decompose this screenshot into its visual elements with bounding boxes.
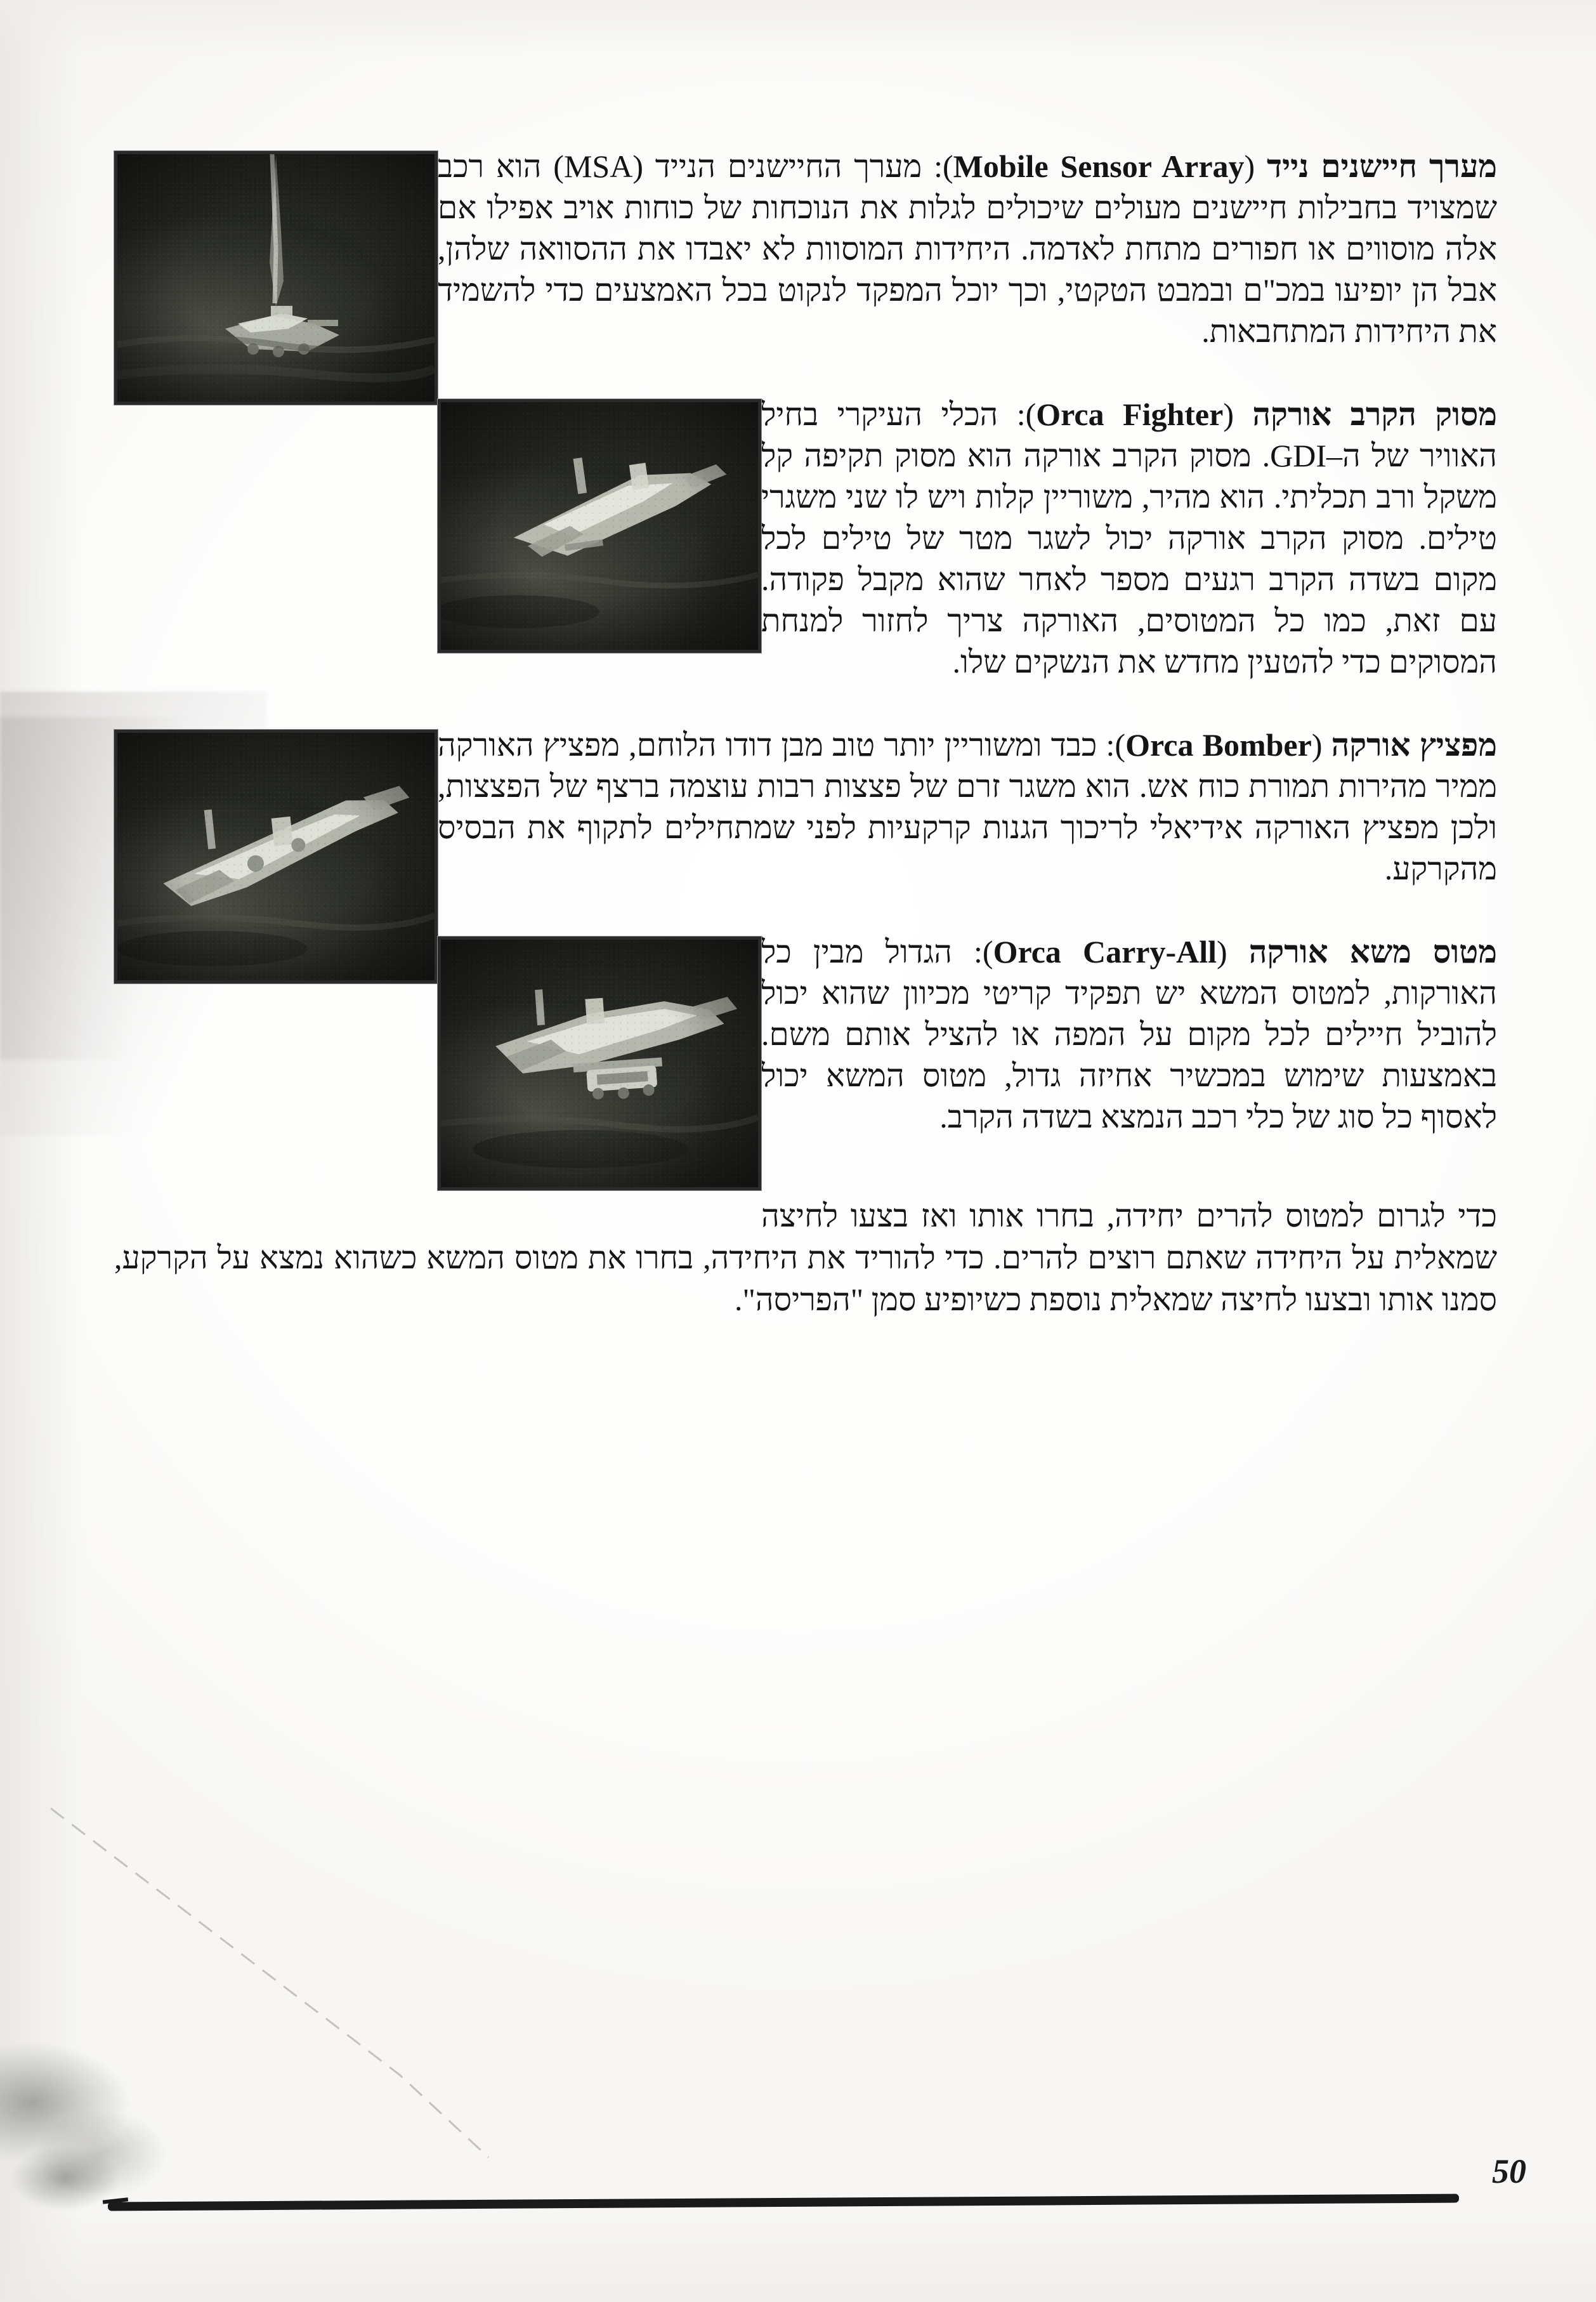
page-edge-shadow-left xyxy=(0,0,82,2302)
entry-term-en: Orca Fighter xyxy=(1036,397,1224,432)
entry-term-en: Orca Carry-All xyxy=(993,934,1217,970)
footer-divider-rule xyxy=(108,2193,1459,2211)
screenshot-orca-carry-all xyxy=(438,937,761,1190)
entry-orca-bomber xyxy=(114,725,1497,890)
entry-term-he: מסוק הקרב אורקה xyxy=(1252,397,1497,432)
entry-orca-carry-all xyxy=(114,931,1497,1138)
screenshot-orca-fighter xyxy=(438,399,761,653)
screenshot-mobile-sensor-array xyxy=(114,151,438,405)
entry-body: הגדול מבין כל האורקות, למטוס המשא יש תפקיד קריטי מכיוון שהוא יכול להוביל חיילים לכל מקום על המפה או להציל אותם משם. באמצעות שימוש במכשיר אחיזה גדול, מטוס המשא יכול לאסוף כל סוג של כלי רכב הנמצא בשדה הקרב. xyxy=(761,934,1497,1135)
entry-body: מערך החיישנים הנייד (MSA) הוא רכב שמצויד בחבילות חיישנים מעולים שיכולים לגלות את הנוכחות של כוחות אויב אפילו אם אלה מוסווים או חפורים מתחת לאדמה. היחידות המוסוות לא יאבדו את ההסוואה שלהן, אבל הן יופיעו במכ"ם ובמבט הטקטי, וכך יוכל המפקד לנקוט בכל האמצעים כדי להשמיד את היחידות המתחבאות. xyxy=(438,148,1497,349)
page-content xyxy=(114,146,1497,1320)
entry-paragraph: מערך חיישנים נייד (Mobile Sensor Array): מערך החיישנים הנייד (MSA) הוא רכב שמצויד בחבילות חיישנים מעולים שיכולים לגלות את הנוכחות של כוחות אויב אפילו אם אלה מוסווים או חפורים מתחת לאדמה. היחידות המוסוות לא יאבדו את ההסוואה שלהן, אבל הן יופיעו במכ"ם ובמבט הטקטי, וכך יוכל המפקד לנקוט בכל האמצעים כדי להשמיד את היחידות המתחבאות. xyxy=(438,148,1498,349)
entry-body: כבד ומשוריין יותר טוב מבן דודו הלוחם, מפציץ האורקה ממיר מהירות תמורת כוח אש. הוא משגר זרם של פצצות רבות עוצמה ברצף של הפצצות, ולכן מפציץ האורקה אידיאלי לריכוך הגנות קרקעיות לפני שמתחילים לתקוף את הבסיס מהקרקע. xyxy=(438,727,1497,886)
entry-paragraph: מטוס משא אורקה (Orca Carry-All): הגדול מבין כל האורקות, למטוס המשא יש תפקיד קריטי מכיוון שהוא יכול להוביל חיילים לכל מקום על המפה או להציל אותם משם. באמצעות שימוש במכשיר אחיזה גדול, מטוס המשא יכול לאסוף כל סוג של כלי רכב הנמצא בשדה הקרב. xyxy=(761,934,1497,1135)
entry-orca-fighter xyxy=(114,394,1497,683)
entry-body: הכלי העיקרי בחיל האוויר של ה–GDI. מסוק הקרב אורקה הוא מסוק תקיפה קל משקל ורב תכליתי. הוא מהיר, משוריין קלות ויש לו שני משגרי טילים. מסוק הקרב אורקה יכול לשגר מטר של טילים לכל מקום בשדה הקרב רגעים מספר לאחר שהוא מקבל פקודה. עם זאת, כמו כל המטוסים, האורקה צריך לחזור למנחת המסוקים כדי להטעין מחדש את הנשקים שלו. xyxy=(761,397,1497,680)
entry-mobile-sensor-array xyxy=(114,146,1497,352)
closing-paragraph: כדי לגרום למטוס להרים יחידה, בחרו אותו ואז בצעו לחיצה שמאלית על היחידה שאתם רוצים להרים. כדי להוריד את היחידה, בחרו את מטוס המשא כשהוא נמצא על הקרקע, סמנו אותו ובצעו לחיצה שמאלית נוספת כשיופיע סמן "הפריסה". xyxy=(114,1198,1497,1317)
page-edge-shadow-bottom xyxy=(0,2213,1596,2302)
entry-term-he: מטוס משא אורקה xyxy=(1248,934,1497,970)
page-edge-shadow-top xyxy=(0,0,1596,57)
entry-paragraph: מפציץ אורקה (Orca Bomber): כבד ומשוריין יותר טוב מבן דודו הלוחם, מפציץ האורקה ממיר מהירות תמורת כוח אש. הוא משגר זרם של פצצות רבות עוצמה ברצף של הפצצות, ולכן מפציץ האורקה אידיאלי לריכוך הגנות קרקעיות לפני שמתחילים לתקוף את הבסיס מהקרקע. xyxy=(438,727,1497,886)
entry-paragraph: מסוק הקרב אורקה (Orca Fighter): הכלי העיקרי בחיל האוויר של ה–GDI. מסוק הקרב אורקה הוא מסוק תקיפה קל משקל ורב תכליתי. הוא מהיר, משוריין קלות ויש לו שני משגרי טילים. מסוק הקרב אורקה יכול לשגר מטר של טילים לכל מקום בשדה הקרב רגעים מספר לאחר שהוא מקבל פקודה. עם זאת, כמו כל המטוסים, האורקה צריך לחזור למנחת המסוקים כדי להטעין מחדש את הנשקים שלו. xyxy=(761,397,1497,680)
entry-term-he: מערך חיישנים נייד xyxy=(1267,148,1498,184)
entry-term-he: מפציץ אורקה xyxy=(1331,727,1497,763)
entry-term-en: Orca Bomber xyxy=(1125,727,1312,763)
scan-stain-bottom-left-secondary xyxy=(6,2131,152,2226)
entry-term-en: Mobile Sensor Array xyxy=(953,148,1245,184)
page-number: 50 xyxy=(1492,2152,1526,2190)
